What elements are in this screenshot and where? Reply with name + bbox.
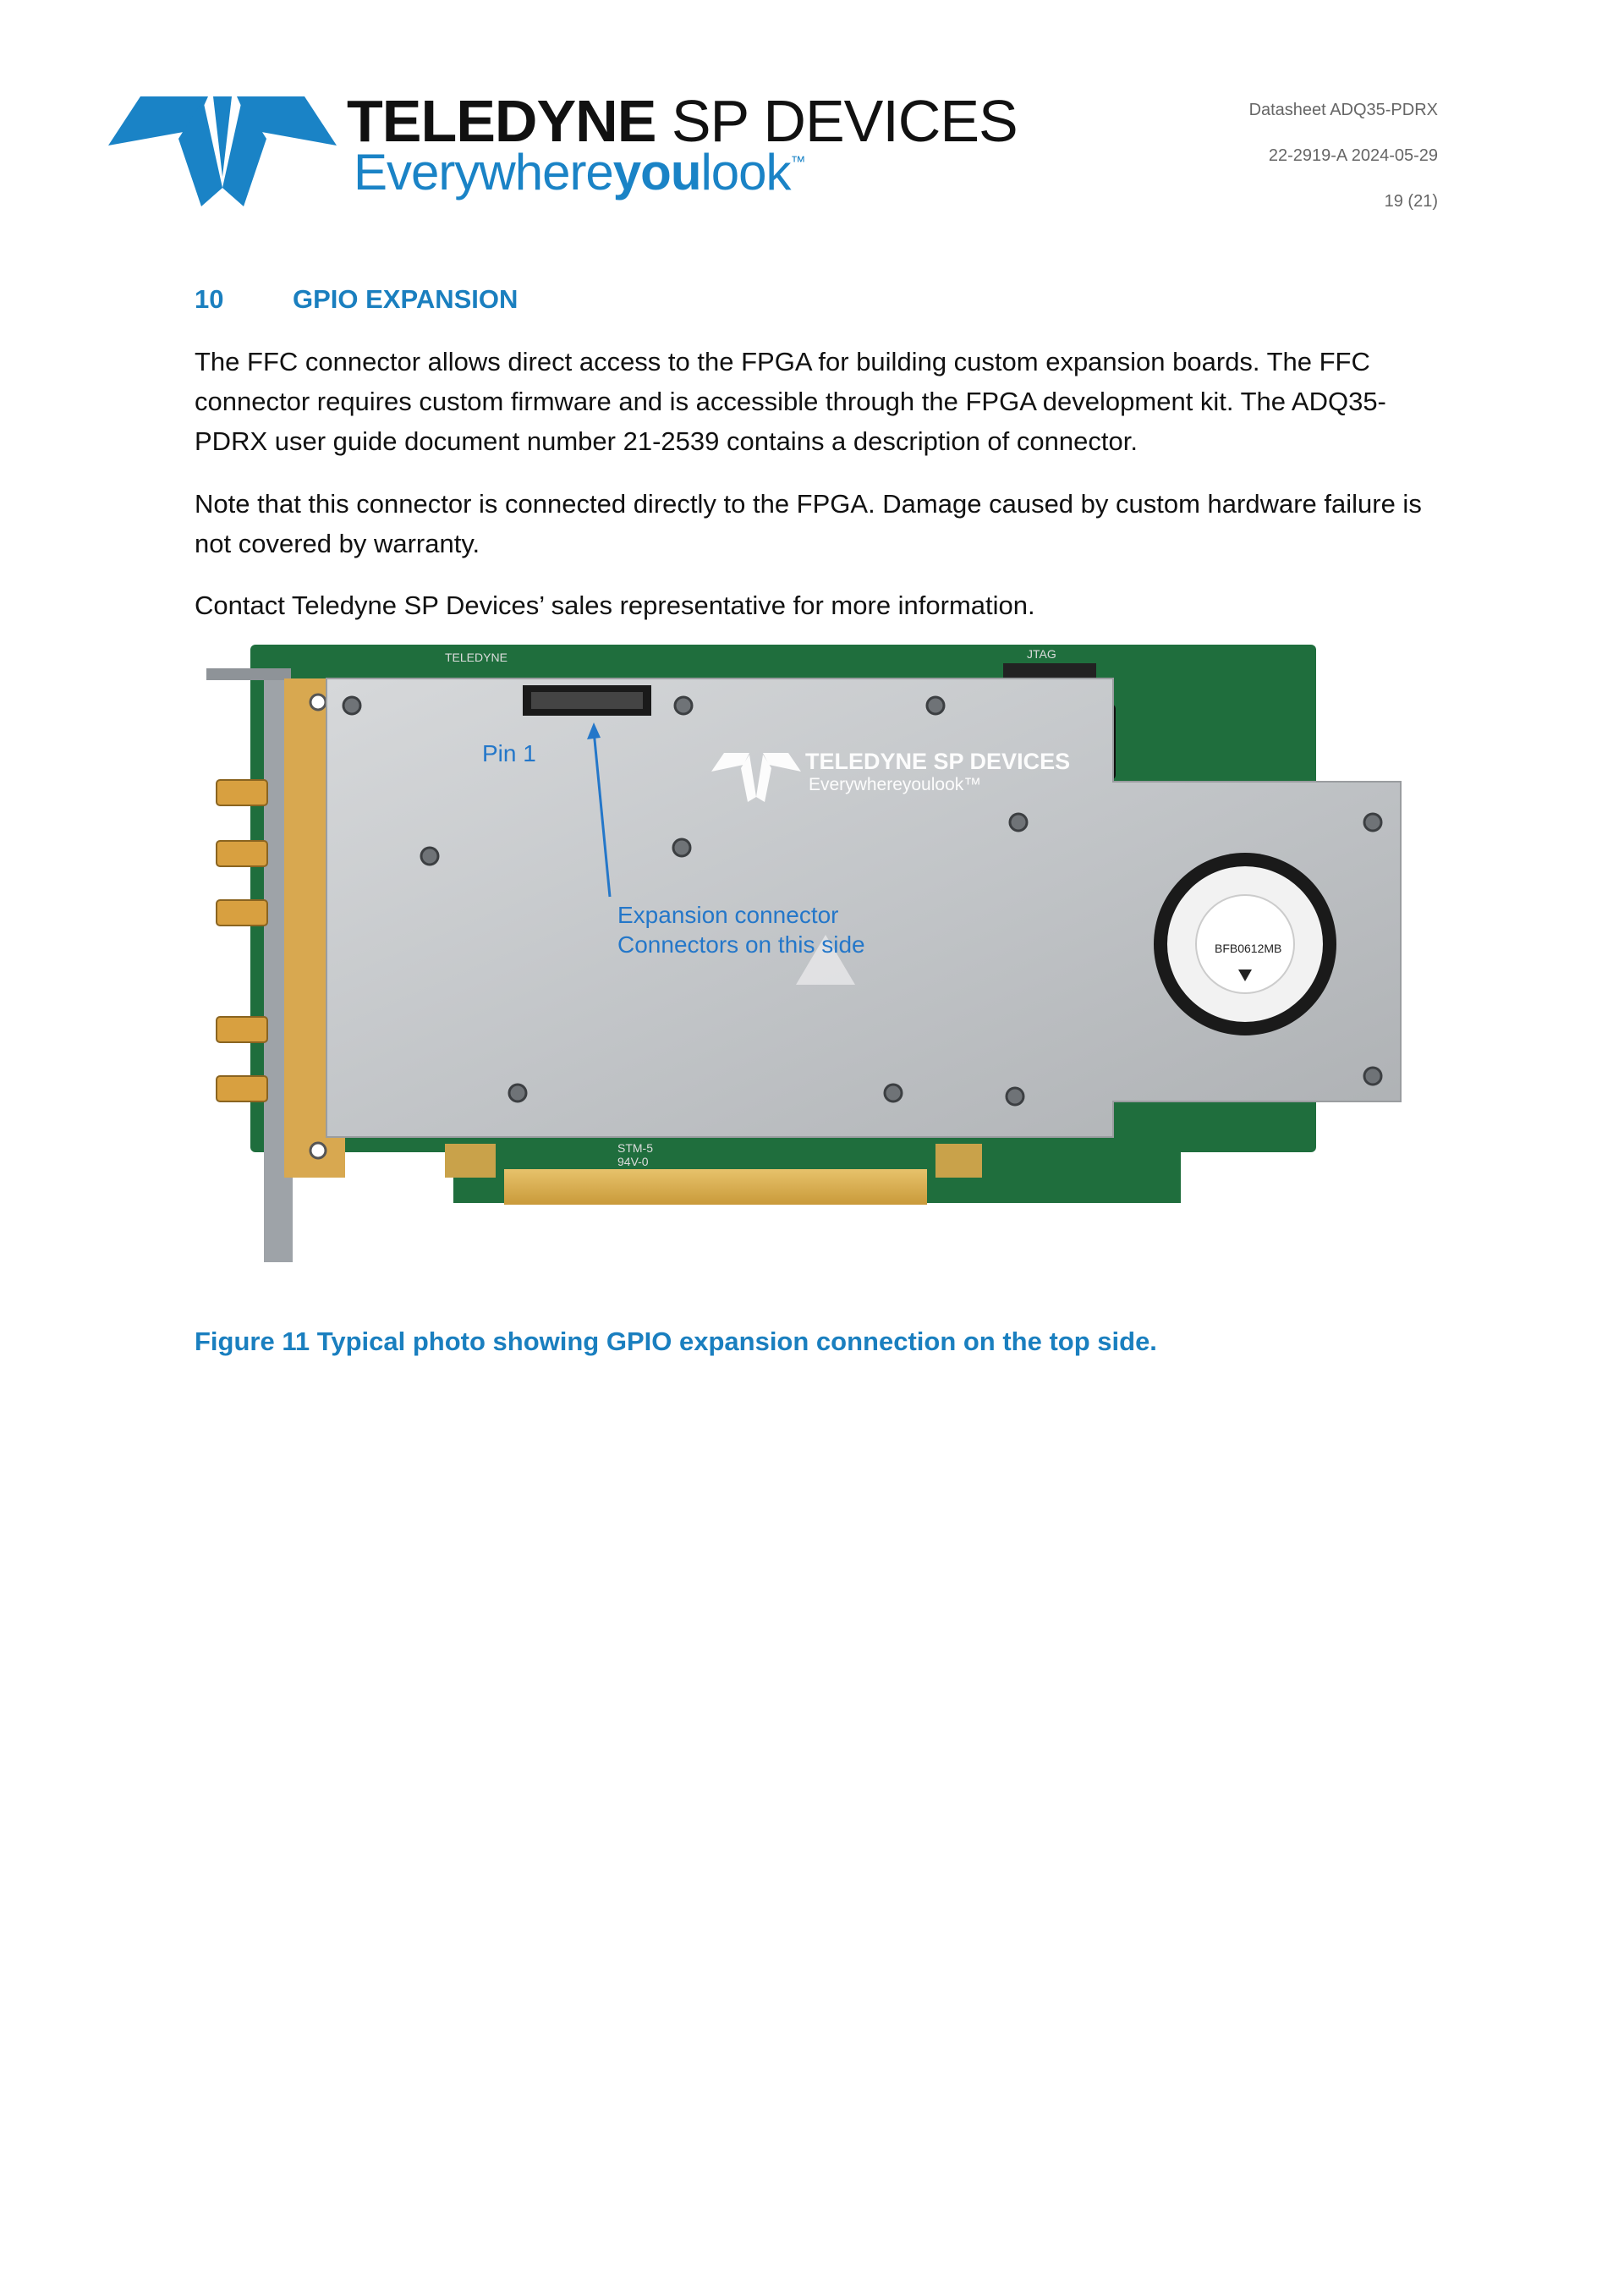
pin1-label: Pin 1 (482, 740, 536, 766)
document-number: 22-2919-A 2024-05-29 (1268, 146, 1438, 165)
paragraph-warranty: Note that this connector is connected directly to the FPGA. Damage caused by custom hardware failure is not covered by warranty. (195, 489, 1422, 558)
jtag-label: JTAG (1027, 647, 1056, 661)
pcie-edge-connector (504, 1169, 927, 1205)
brand-tagline: Everywhereyoulook™ (354, 144, 805, 200)
figure-caption: Figure 11 Typical photo showing GPIO expansion connection on the top side. (195, 1327, 1157, 1356)
connectors-side-label: Connectors on this side (617, 931, 865, 958)
pcb-marking-stm: STM-5 (617, 1141, 653, 1155)
page-number: 19 (21) (1384, 192, 1438, 211)
pcb-brand-label: TELEDYNE (445, 651, 508, 664)
paragraph-contact: Contact Teledyne SP Devices’ sales representative for more information. (195, 590, 1035, 620)
company-logo (108, 88, 1018, 210)
brand-name: TELEDYNE SP DEVICES (347, 88, 1018, 154)
teledyne-logo-icon (108, 96, 337, 206)
paragraph-ffc: The FFC connector allows direct access to the FPGA for building custom expansion boards. The FFC connector requires custom firmware and is accessible through the FPGA development kit. The ADQ35-PDRX user guide document number 21-2539 contains a description of connector. (195, 347, 1386, 456)
document-meta (1249, 100, 1438, 237)
expansion-connector-label: Expansion connector (617, 902, 839, 928)
document-title: Datasheet ADQ35-PDRX (1248, 101, 1438, 119)
product-photo (200, 645, 1418, 1296)
fan-model-text: BFB0612MB (1215, 942, 1282, 955)
section-number: 10 (195, 284, 224, 314)
section-heading (195, 284, 518, 315)
cooling-fan (1154, 853, 1336, 1035)
cover-tagline-text: Everywhereyoulook™ (809, 775, 982, 794)
pcb-marking-94v: 94V-0 (617, 1155, 649, 1168)
section-title: GPIO EXPANSION (293, 284, 518, 314)
cover-brand-text: TELEDYNE SP DEVICES (805, 749, 1071, 774)
